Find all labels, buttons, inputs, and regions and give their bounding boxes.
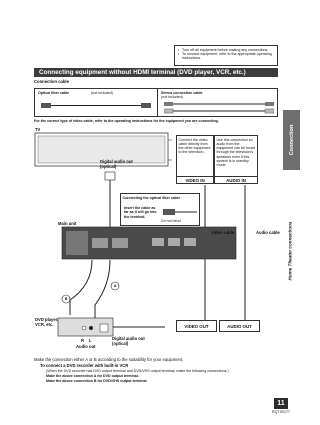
cable-note: (not included) [161,95,183,100]
side-label-text: Home Theater connections [287,221,293,281]
r-label: R [81,338,85,343]
side-tab-label: Connection [288,124,295,156]
dvd-label: DVD player, VCR, etc. [35,317,59,327]
video-cable-note: For the correct type of video cable, refer to the operating instructions for the equipment you are connecting. [34,119,219,123]
tip-line: Make the above connection A for DVD output terminal. [46,374,139,378]
optical-inset-instruction: Insert the cable as far as it will go into the terminal. [124,206,157,219]
marker-b: B [64,296,68,301]
cable-note: (not included) [91,91,113,95]
cable-name: Optical fiber cable [38,91,70,95]
tip-heading: To connect a DVD recorder with built-in VCR [40,363,129,368]
section-title: Connecting equipment without HDMI terminal (DVD player, VCR, etc.) [34,68,278,77]
l-label: L [89,338,92,343]
do-not-bend-label: Do not bend [161,219,181,223]
connection-cable-heading: Connection cable [34,79,69,84]
audio-in-box: AUDIO IN [214,176,258,184]
video-cable-label: Video cable [211,230,235,235]
tv-label: TV [35,127,41,132]
note-item: • To connect equipment, refer to the appropriate operating instructions. [178,52,274,61]
bottom-intro: Make the connection either A or B according to the suitability for your equipment. [34,357,184,362]
note-item: • Turn off all equipment before making any connections. [178,48,274,52]
marker-a: A [113,283,117,288]
optical-plug-icon [163,206,197,218]
page-number: 11 [274,398,288,409]
page-code: RQTX0177 [272,410,290,414]
main-unit-label: Main unit [58,221,77,226]
video-in-box: VIDEO IN [176,176,214,184]
cable-name: Stereo connection cable [161,91,203,95]
optical-inset-heading: Connecting the optical fiber cable [122,195,181,200]
tv-box-text: Connect the video cable directly from the other equipment to the television. [178,137,211,155]
tv-info-box-video [176,135,214,179]
audio-out-box: AUDIO OUT [219,320,260,332]
video-out-box: VIDEO OUT [176,320,217,332]
tv-info-box-audio [214,135,258,179]
tip-line: (When the DVD recorder has DVD output terminal and DVD/VHS output terminal, make the following connections.) [46,369,229,373]
tip-line: Make the above connection B for DVD/VHS output terminal. [46,379,148,383]
digital-audio-out-optical-label: Digital audio out (optical) [112,336,145,346]
optical-inset [120,193,200,226]
audio-out-label: Audio out [76,344,96,349]
audio-cable-label: Audio cable [256,230,280,235]
tv-box-text: Use this connection so audio from the equipment can be heard through the television's speakers even if this system is in standby mode. [216,137,256,168]
digital-audio-out-label: Digital audio out (optical) [100,159,133,169]
